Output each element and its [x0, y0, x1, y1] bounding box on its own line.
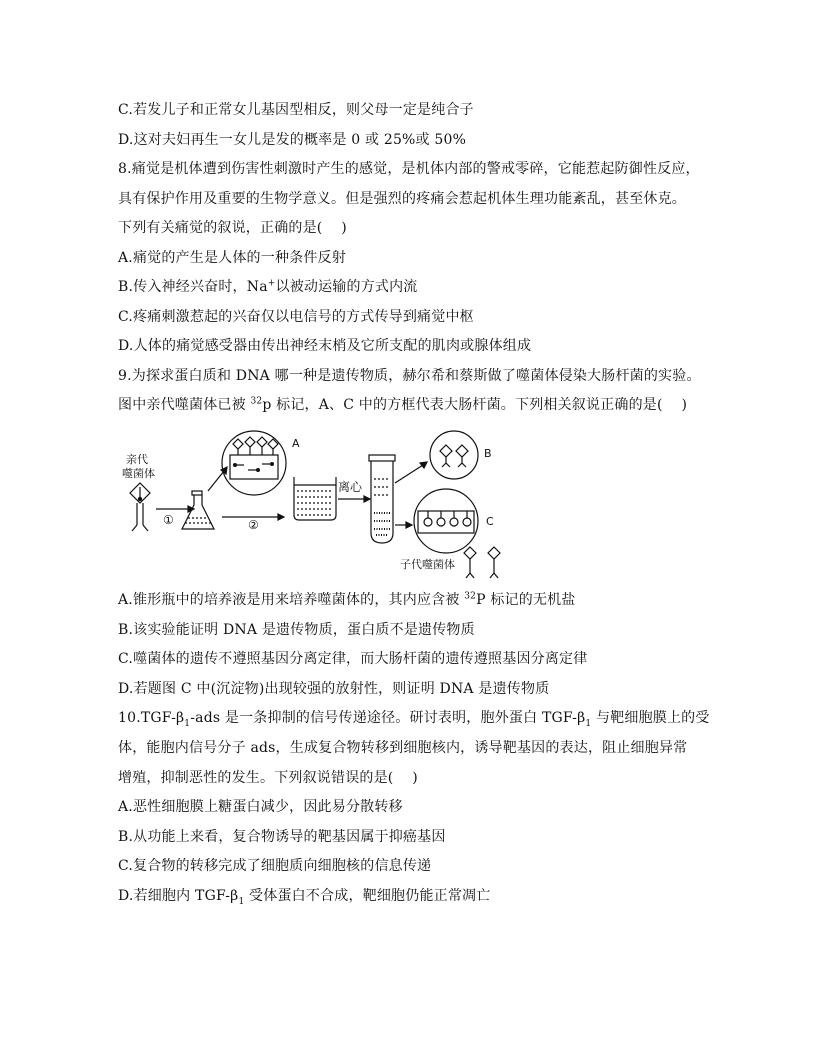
beaker-icon: [294, 477, 336, 520]
q9-option-b: B.该实验能证明 DNA 是遗传物质，蛋白质不是遗传物质: [118, 622, 475, 638]
q10-option-d: D.若细胞内 TGF-$\beta_1$ 受体蛋白不合成，靶细胞仍能正常凋亡: [118, 888, 491, 907]
supernatant-circle-b: [430, 431, 478, 479]
q8-option-a: A.痛觉的产生是人体的一种条件反射: [118, 250, 346, 266]
option-d-prev: D.这对夫妇再生一女儿是发的概率是 0 或 25%或 50%: [118, 132, 467, 148]
label-parent-2: 噬菌体: [122, 467, 155, 480]
q8-stem-line1: 8.痛觉是机体遭到伤害性刺激时产生的感觉，是机体内部的警戒零碎，它能惹起防御性反应，: [118, 161, 700, 177]
label-parent-1: 亲代: [126, 453, 148, 466]
step-1-label: ①: [163, 513, 174, 527]
q8-stem-line3: 下列有关痛觉的叙说，正确的是( ): [118, 220, 347, 236]
phage-experiment-diagram: [118, 425, 518, 585]
precipitate-circle-c: [414, 489, 478, 553]
bacteria-circle-a: [222, 431, 286, 495]
q9-stem-line1: 9.为探求蛋白质和 DNA 哪一种是遗传物质，赫尔希和蔡斯做了噬菌体侵染大肠杆菌的实验。: [118, 368, 701, 384]
q10-stem-line1: $10.TGF-\beta_1$-ads 是一条抑制的信号传递途径。研讨表明，胞外蛋白 TGF-$\beta_1$ 与靶细胞膜上的受: [118, 710, 710, 729]
test-tube-icon: [369, 455, 395, 543]
parent-phage-icon: [130, 483, 150, 531]
option-c-prev: C.若发儿子和正常女儿基因型相反，则父母一定是纯合子: [118, 102, 474, 118]
q10-stem-line2: 体，能胞内信号分子 ads，生成复合物转移到细胞核内，诱导靶基因的表达，阻止细胞异常: [118, 740, 688, 756]
q10-stem-line3: 增殖，抑制恶性的发生。下列叙说错误的是( ): [118, 770, 418, 786]
label-b: B: [484, 447, 492, 460]
label-centrifuge: 离心: [338, 480, 363, 494]
step-2-label: ②: [248, 518, 259, 532]
q10-option-b: B.从功能上来看，复合物诱导的靶基因属于抑癌基因: [118, 829, 446, 845]
q10-option-c: C.复合物的转移完成了细胞质向细胞核的信息传递: [118, 858, 432, 874]
q8-option-c: C.疼痛刺激惹起的兴奋仅以电信号的方式传导到痛觉中枢: [118, 309, 474, 325]
label-a: A: [292, 437, 300, 450]
label-offspring: 子代噬菌体: [400, 558, 455, 571]
q9-option-a: A.锥形瓶中的培养液是用来培养噬菌体的，其内应含被 $^{32}$P 标记的无机盐: [118, 591, 576, 608]
flask-icon: [182, 491, 214, 529]
q8-stem-line2: 具有保护作用及重要的生物学意义。但是强烈的疼痛会惹起机体生理功能紊乱，甚至休克。: [118, 191, 686, 207]
q8-option-b: B.传入神经兴奋时，Na+以被动运输的方式内流: [118, 278, 418, 295]
q9-option-c: C.噬菌体的遗传不遵照基因分离定律，而大肠杆菌的遗传遵照基因分离定律: [118, 651, 588, 667]
q8-option-d: D.人体的痛觉感受器由传出神经末梢及它所支配的肌肉或腺体组成: [118, 338, 532, 354]
label-c: C: [486, 515, 494, 528]
q9-option-d: D.若题图 C 中(沉淀物)出现较强的放射性，则证明 DNA 是遗传物质: [118, 681, 550, 697]
offspring-phage-icon: [464, 547, 500, 578]
q9-stem-line2: 图中亲代噬菌体已被 $^{32}$p 标记，A、C 中的方框代表大肠杆菌。下列相关叙说正确的是( ): [118, 396, 688, 413]
q10-option-a: A.恶性细胞膜上糖蛋白减少，因此易分散转移: [118, 799, 403, 815]
